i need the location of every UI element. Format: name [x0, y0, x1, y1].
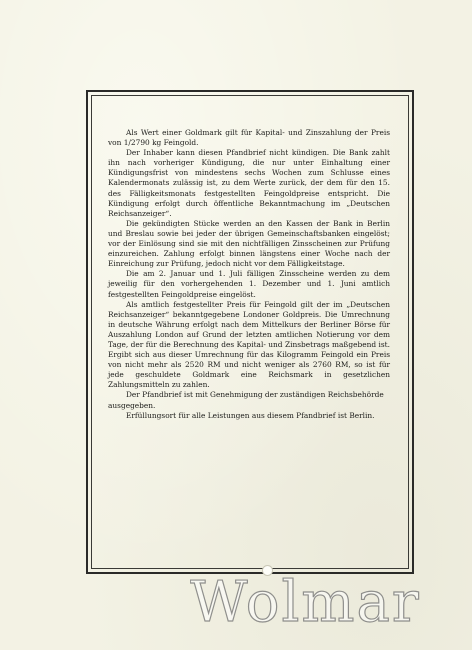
paragraph-redemption: Die gekündigten Stücke werden an den Kassen der Bank in Berlin und Breslau sowie bei jeder der übrigen Gemeinschaftsbanken eingelöst; vor der Einlösung sind sie mit den nichtfälligen Zinsscheinen zur Prüfung einzureichen. Zahlung erfolgt binnen längstens einer Woche nach der Einreichung zur Prüfung, jedoch nicht vor dem Fälligkeitstage. [108, 218, 390, 269]
paragraph-gold-price: Als amtlich festgestellter Preis für Feingold gilt der im „Deutschen Reichsanzeiger“ bekanntgegebene Londoner Goldpreis. Die Umrechnung in deutsche Währung erfolgt nach dem Mittelkurs der Berliner Börse für Auszahlung London auf Grund der letzten amtlichen Notierung vor dem Tage, der für die Berechnung des Kapital- und Zinsbetrags maßgebend ist. Ergibt sich aus dieser Umrechnung für das Kilogramm Feingold ein Preis von nicht mehr als 2520 RM und nicht weniger als 2760 RM, so ist für jede geschuldete Goldmark eine Reichsmark in gesetzlichen Zahlungsmitteln zu zahlen. [108, 299, 390, 390]
paragraph-termination: Der Inhaber kann diesen Pfandbrief nicht kündigen. Die Bank zahlt ihn nach vorheriger Kündigung, die nur unter Einhaltung einer Kündigungsfrist von mindestens sechs Wochen zum Schlusse eines Kalendermonats zulässig ist, zu dem Werte zurück, der dem für den 15. des Fälligkeitsmonats festgestellten Feingoldpreise entspricht. Die Kündigung erfolgt durch öffentliche Bekanntmachung im „Deutschen Reichsanzeiger“. [108, 148, 390, 218]
watermark-logo: Wolmar [190, 570, 421, 635]
document-body [108, 128, 390, 421]
paragraph-gold-value: Als Wert einer Goldmark gilt für Kapital- und Zinszahlung der Preis von 1/2790 kg Feingold. [108, 128, 390, 148]
paragraph-authorization: Der Pfandbrief ist mit Genehmigung der zuständigen Reichsbehörde ausgegeben. [108, 390, 384, 410]
paragraph-place-of-fulfillment: Erfüllungsort für alle Leistungen aus diesem Pfandbrief ist Berlin. [126, 410, 375, 420]
paragraph-coupons: Die am 2. Januar und 1. Juli fälligen Zinsscheine werden zu dem jeweilig für den vorhergehenden 1. Dezember und 1. Juni amtlich festgestellten Feingoldpreise eingelöst. [108, 269, 390, 299]
